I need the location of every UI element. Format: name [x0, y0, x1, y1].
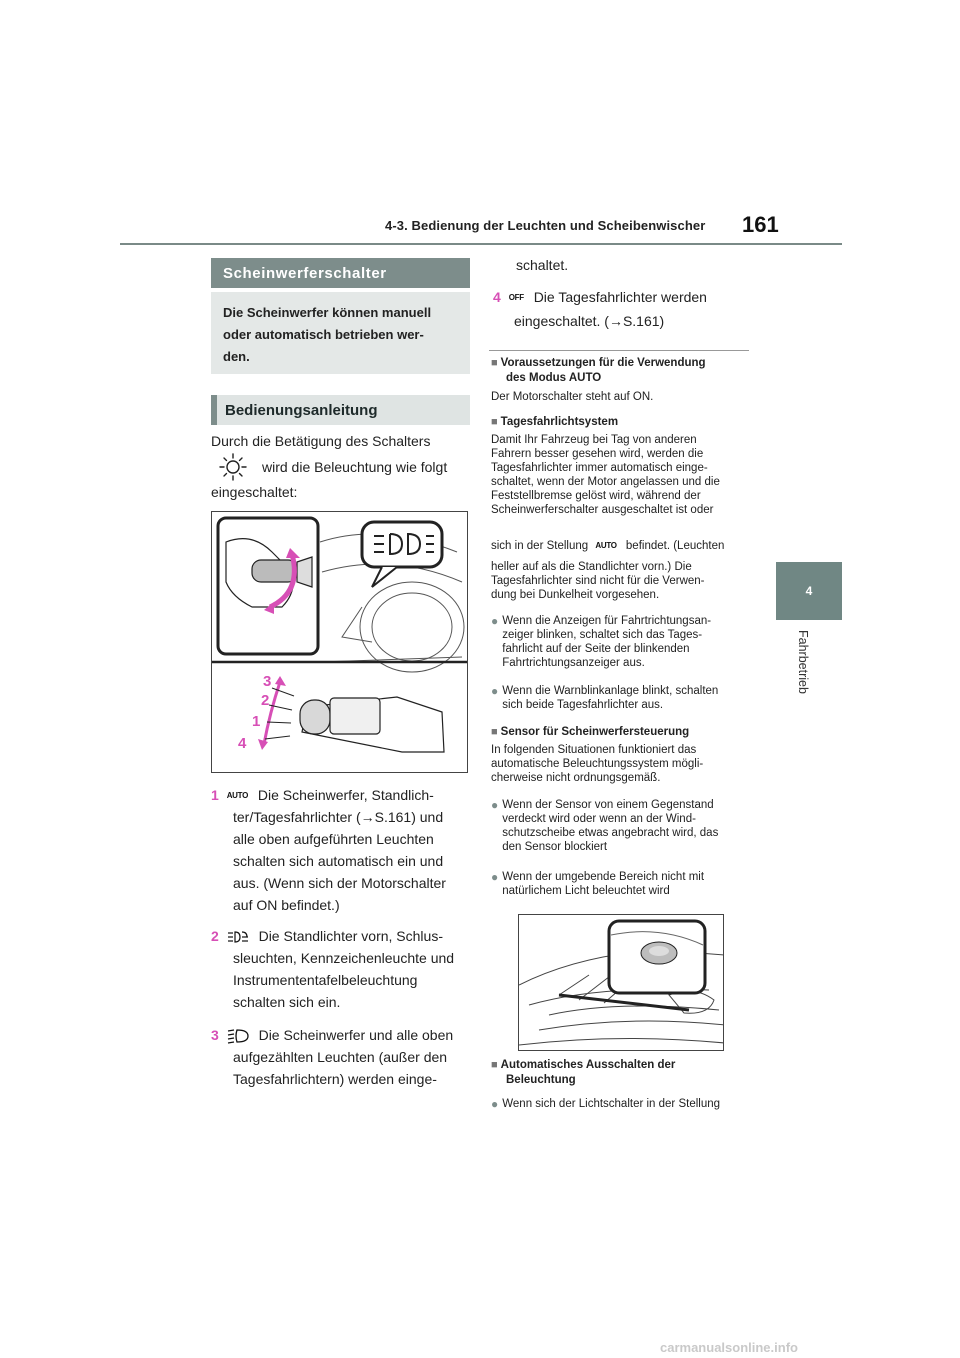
note-drl-bullet-1: ● Wenn die Anzeigen für Fahrtrichtungsan- zeiger blinken, schaltet sich das Tages- fahrlicht auf der Seite der blinkenden Fahrtrichtungsanzeiger aus. — [491, 614, 712, 669]
figure-label-2: 2 — [261, 692, 270, 709]
operation-intro-line-3: eingeschaltet: — [211, 484, 298, 500]
item-1-line: auf ON befindet.) — [233, 897, 340, 913]
section-title: Scheinwerferschalter — [211, 258, 470, 288]
chapter-tab[interactable]: 4 — [776, 562, 842, 620]
note-sensor-bullet-2: ● Wenn der umgebende Bereich nicht mit natürlichem Licht beleuchtet wird — [491, 870, 705, 897]
note-drl-auto-line: sich in der Stellung AUTO befindet. (Leuchten — [491, 540, 725, 553]
section-intro: Die Scheinwerfer können manuell oder automatisch betrieben wer- den. — [211, 292, 470, 374]
chapter-tab-label: Fahrbetrieb — [796, 630, 810, 694]
side-light-icon — [227, 931, 249, 943]
headlight-icon — [227, 1028, 249, 1044]
item-2: 2 Die Standlichter vorn, Schlus- — [211, 928, 443, 944]
header-rule — [120, 243, 842, 245]
operation-intro-line-1: Durch die Betätigung des Schalters — [211, 433, 431, 449]
item-2-line: Instrumententafelbeleuchtung — [233, 972, 418, 988]
figure-label-4: 4 — [238, 735, 247, 752]
item-1-line: alle oben aufgeführten Leuchten — [233, 831, 434, 847]
item-1-line: aus. (Wenn sich der Motorschalter — [233, 875, 446, 891]
figure-label-1: 1 — [252, 713, 261, 730]
chapter-title: 4-3. Bedienung der Leuchten und Scheibenwischer — [385, 218, 706, 233]
item-1-line: schalten sich automatisch ein und — [233, 853, 444, 869]
note-auto-mode-title-2: des Modus AUTO — [506, 372, 602, 384]
item-3-line: schaltet. — [516, 257, 569, 273]
subsection-title: Bedienungsanleitung — [211, 395, 470, 425]
item-3-line: Tagesfahrlichtern) werden einge- — [233, 1071, 437, 1087]
round-bullet-icon: ● — [491, 1097, 499, 1111]
item-1-line: ter/Tagesfahrlichter (→S.161) und — [233, 809, 444, 825]
page-number: 161 — [742, 212, 779, 237]
headlight-switch-icon — [213, 452, 253, 482]
note-sensor-text: In folgenden Situationen funktioniert das automatische Beleuchtungssystem mögli- cherweise nicht ordnungsgemäß. — [491, 744, 704, 784]
round-bullet-icon: ● — [491, 614, 499, 628]
item-2-line: sleuchten, Kennzeichenleuchte und — [233, 950, 455, 966]
operation-intro-line-2: wird die Beleuchtung wie folgt — [262, 459, 448, 475]
figure-label-3: 3 — [263, 673, 272, 690]
item-1: 1 AUTO Die Scheinwerfer, Standlich- — [211, 784, 434, 807]
note-auto-off-bullet: ● Wenn sich der Lichtschalter in der Stellung — [491, 1097, 721, 1111]
auto-symbol: AUTO — [226, 791, 249, 801]
watermark: carmanualsonline.info — [660, 1340, 798, 1355]
item-2-line: schalten sich ein. — [233, 994, 341, 1010]
note-drl-text-2: heller auf als die Standlichter vorn.) Die Tagesfahrlichter sind nicht für die Verwen- dung bei Dunkelheit vorgesehen. — [491, 561, 705, 601]
note-sensor-title: ■ Sensor für Scheinwerfersteuerung — [491, 726, 690, 738]
note-drl-text: Damit Ihr Fahrzeug bei Tag von anderen Fahrern besser gesehen wird, werden die Tagesfahrlichter immer automatisch einge- schaltet, wenn der Motor angelassen und die Feststellbremse gelöst wird, während der Scheinwerferschalter ausgeschaltet ist oder — [491, 434, 720, 516]
auto-symbol: AUTO — [595, 541, 617, 550]
square-bullet-icon: ■ — [491, 1059, 498, 1071]
round-bullet-icon: ● — [491, 684, 499, 698]
round-bullet-icon: ● — [491, 870, 499, 884]
note-auto-off-title-2: Beleuchtung — [506, 1074, 576, 1086]
note-auto-mode-title: ■ Voraussetzungen für die Verwendung — [491, 357, 706, 369]
light-sensor-illustration — [518, 914, 724, 1051]
note-sensor-bullet-1: ● Wenn der Sensor von einem Gegenstand verdeckt wird oder wenn an der Wind- schutzscheibe etwas angebracht wird, das den Sensor blockiert — [491, 798, 719, 853]
off-symbol: OFF — [508, 293, 524, 303]
headlight-switch-illustration — [211, 511, 468, 773]
round-bullet-icon: ● — [491, 798, 499, 812]
square-bullet-icon: ■ — [491, 726, 498, 738]
note-auto-off-title: ■ Automatisches Ausschalten der — [491, 1059, 676, 1071]
item-4: 4 OFF Die Tagesfahrlichter werden — [493, 286, 707, 309]
square-bullet-icon: ■ — [491, 416, 498, 428]
notes-rule — [489, 350, 749, 351]
square-bullet-icon: ■ — [491, 357, 498, 369]
item-4-line: eingeschaltet. (→S.161) — [514, 313, 665, 329]
note-drl-title: ■ Tagesfahrlichtsystem — [491, 416, 619, 428]
note-drl-bullet-2: ● Wenn die Warnblinkanlage blinkt, schalten sich beide Tagesfahrlichter aus. — [491, 684, 719, 711]
item-3: 3 Die Scheinwerfer und alle oben — [211, 1027, 454, 1043]
item-3-line: aufgezählten Leuchten (außer den — [233, 1049, 448, 1065]
note-auto-mode-text: Der Motorschalter steht auf ON. — [491, 391, 654, 403]
